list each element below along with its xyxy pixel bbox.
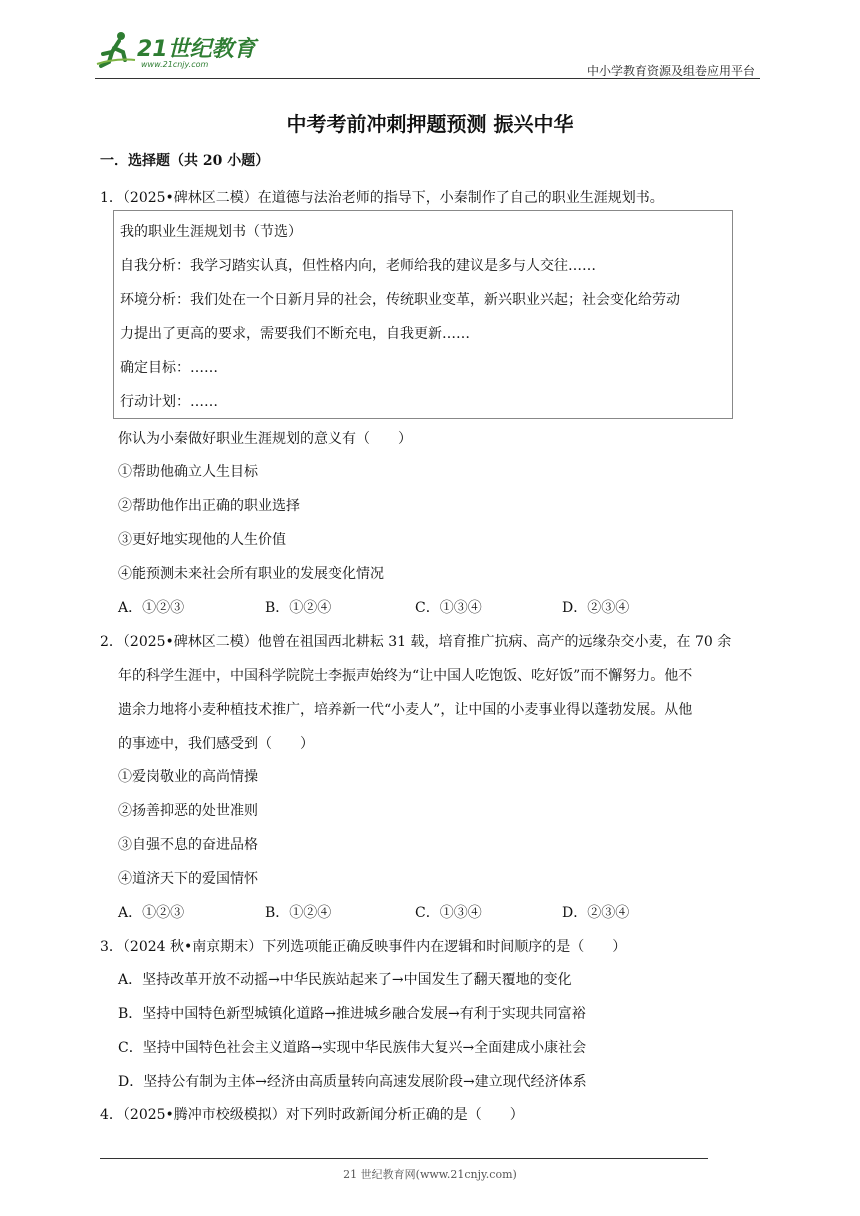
q4-stem: 4．（2025•腾冲市校级模拟）对下列时政新闻分析正确的是（ ）: [100, 1107, 524, 1123]
q3-option-d[interactable]: D．坚持公有制为主体→经济由高质量转向高速发展阶段→建立现代经济体系: [118, 1074, 587, 1090]
footer-divider: [100, 1158, 708, 1159]
q2-choice-c[interactable]: C．①③④: [415, 905, 482, 921]
q3-option-b[interactable]: B．坚持中国特色新型城镇化道路→推进城乡融合发展→有利于实现共同富裕: [118, 1006, 586, 1022]
q1-choice-a[interactable]: A．①②③: [118, 600, 185, 616]
q2-stem-line: 的事迹中，我们感受到（ ）: [118, 736, 314, 752]
q2-stem-line: 遗余力地将小麦种植技术推广，培养新一代“小麦人”，让中国的小麦事业得以蓬勃发展。从他: [118, 702, 693, 718]
box-line: 环境分析：我们处在一个日新月异的社会，传统职业变革，新兴职业兴起；社会变化给劳动: [120, 292, 680, 308]
q2-stem-line: 年的科学生涯中，中国科学院院士李振声始终为“让中国人吃饱饭、吃好饭”而不懈努力。他不: [118, 668, 693, 684]
logo-url: www.21cnjy.com: [141, 60, 209, 69]
site-logo: [95, 30, 265, 80]
q1-stem: 1．（2025•碑林区二模）在道德与法治老师的指导下，小秦制作了自己的职业生涯规划书。: [100, 190, 664, 206]
q1-question: 你认为小秦做好职业生涯规划的意义有（ ）: [118, 431, 412, 447]
q2-stem-line: 2．（2025•碑林区二模）他曾在祖国西北耕耘 31 载，培育推广抗病、高产的远缘杂交小麦，在 70 余: [100, 634, 732, 650]
q1-choice-c[interactable]: C．①③④: [415, 600, 482, 616]
section-heading: 一．选择题（共 20 小题）: [100, 153, 270, 169]
box-line: 自我分析：我学习踏实认真，但性格内向，老师给我的建议是多与人交往……: [120, 258, 596, 274]
page-header: [0, 0, 860, 80]
q1-material-box: [113, 210, 733, 419]
runner-logo-icon: [95, 30, 139, 70]
q2-choice-a[interactable]: A．①②③: [118, 905, 185, 921]
q1-item: ④能预测未来社会所有职业的发展变化情况: [118, 566, 384, 582]
page-footer: 21 世纪教育网(www.21cnjy.com): [343, 1168, 517, 1181]
q1-item: ①帮助他确立人生目标: [118, 464, 258, 480]
q3-option-a[interactable]: A．坚持改革开放不动摇→中华民族站起来了→中国发生了翻天覆地的变化: [118, 972, 572, 988]
q3-stem: 3．（2024 秋•南京期末）下列选项能正确反映事件内在逻辑和时间顺序的是（ ）: [100, 939, 627, 955]
box-line: 力提出了更高的要求，需要我们不断充电，自我更新……: [120, 326, 470, 342]
box-line: 确定目标：……: [120, 360, 218, 376]
q1-item: ③更好地实现他的人生价值: [118, 532, 286, 548]
q2-choice-b[interactable]: B．①②④: [265, 905, 332, 921]
header-divider: [95, 78, 760, 79]
logo-text: 21世纪教育: [137, 37, 256, 62]
q3-option-c[interactable]: C．坚持中国特色社会主义道路→实现中华民族伟大复兴→全面建成小康社会: [118, 1040, 587, 1056]
q2-choice-d[interactable]: D．②③④: [562, 905, 630, 921]
platform-name: 中小学教育资源及组卷应用平台: [586, 64, 755, 78]
q1-choice-d[interactable]: D．②③④: [562, 600, 630, 616]
q1-item: ②帮助他作出正确的职业选择: [118, 498, 300, 514]
q2-item: ②扬善抑恶的处世准则: [118, 803, 258, 819]
page-title: 中考考前冲刺押题预测 振兴中华: [286, 112, 574, 136]
box-line: 行动计划：……: [120, 394, 218, 410]
q1-choice-b[interactable]: B．①②④: [265, 600, 332, 616]
q2-item: ①爱岗敬业的高尚情操: [118, 769, 258, 785]
box-line: 我的职业生涯规划书（节选）: [120, 224, 302, 240]
q2-item: ③自强不息的奋进品格: [118, 837, 258, 853]
q2-item: ④道济天下的爱国情怀: [118, 871, 258, 887]
